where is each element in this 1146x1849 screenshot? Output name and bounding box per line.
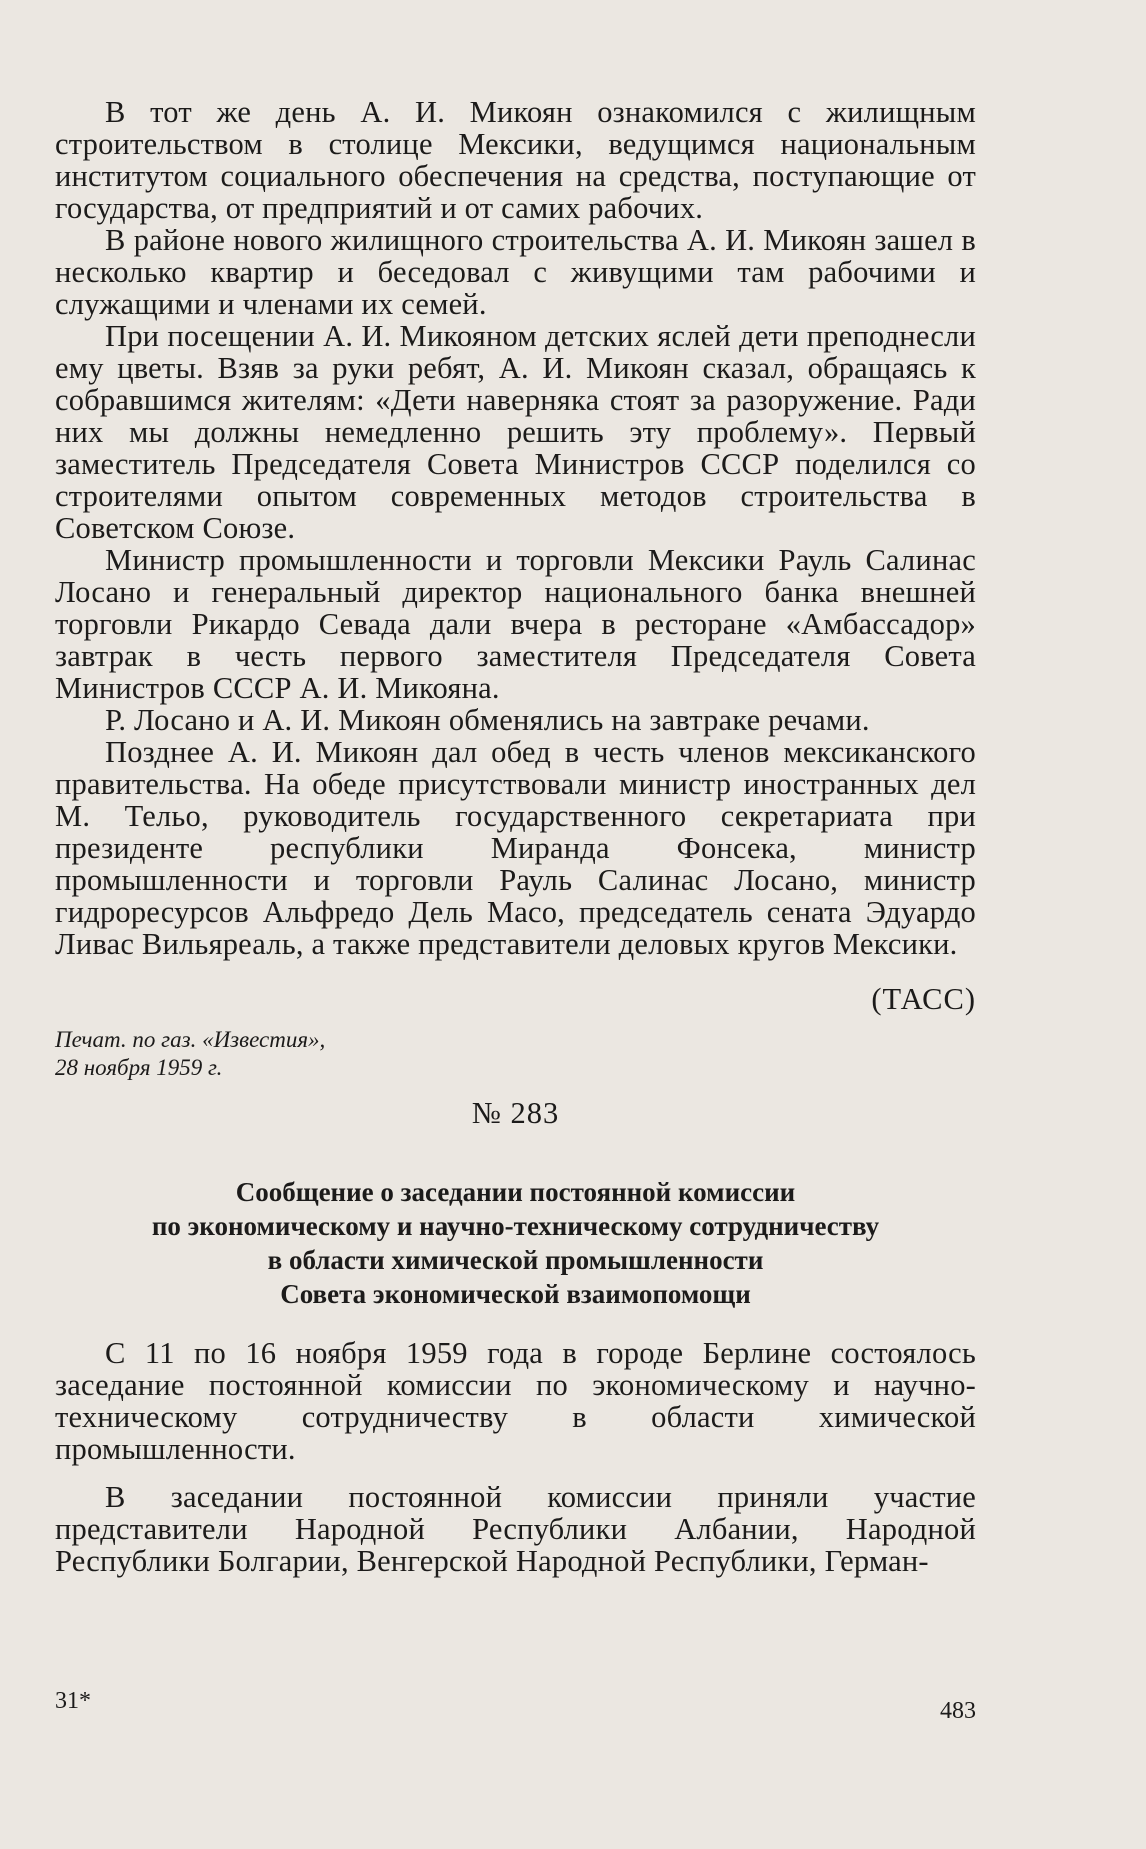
article-body-bottom (55, 1337, 976, 1577)
paragraph: При посещении А. И. Микояном детских яслей дети преподнесли ему цветы. Взяв за руки ребят, А. И. Микоян сказал, обращаясь к собравшимся жителям: «Дети наверняка стоят за разоружение. Ради них мы должны немедленно решить эту проблему». Первый заместитель Председателя Совета Министров СССР поделился со строителями опытом современных методов строительства в Советском Союзе. (55, 319, 976, 545)
agency-signature: (ТАСС) (871, 982, 976, 1016)
paragraph: В районе нового жилищного строительства А. И. Микоян зашел в несколько квартир и беседовал с живущими там рабочими и служащими и членами их семей. (55, 223, 976, 321)
title-line: по экономическому и научно-техническому сотрудничеству (151, 1211, 880, 1241)
paragraph: С 11 по 16 ноября 1959 года в городе Берлине состоялось заседание постоянной комиссии по экономическому и научно-техническому сотрудничеству в области химической промышленности. (55, 1336, 976, 1466)
title-line: в области химической промышленности (267, 1245, 764, 1275)
paragraph: Министр промышленности и торговли Мексики Рауль Салинас Лосано и генеральный директор национального банка внешней торговли Рикардо Севада дали вчера в ресторане «Амбассадор» завтрак в честь первого заместителя Председателя Совета Министров СССР А. И. Микояна. (55, 543, 976, 705)
paragraph: В заседании постоянной комиссии приняли участие представители Народной Республики Албании, Народной Республики Болгарии, Венгерской Народной Республики, Герман- (55, 1480, 976, 1578)
source-note-line: Печат. по газ. «Известия», (55, 1027, 326, 1052)
page-number: 483 (940, 1698, 976, 1724)
article-body-top (55, 96, 976, 960)
signature-mark: 31* (55, 1688, 91, 1714)
paragraph: В тот же день А. И. Микоян ознакомился с жилищным строительством в столице Мексики, ведущимся национальным институтом социального обеспечения на средства, поступающие от государства, от предприятий и от самих рабочих. (55, 95, 976, 225)
document-title (55, 1175, 976, 1311)
paragraph: Р. Лосано и А. И. Микоян обменялись на завтраке речами. (105, 703, 870, 737)
paragraph: Позднее А. И. Микоян дал обед в честь членов мексиканского правительства. На обеде присутствовали министр иностранных дел М. Тельо, руководитель государственного секретариата при президенте республики Миранда Фонсека, министр промышленности и торговли Рауль Салинас Лосано, министр гидроресурсов Альфредо Дель Масо, председатель сената Эдуардо Ливас Вильяреаль, а также представители деловых кругов Мексики. (55, 735, 976, 961)
title-line: Совета экономической взаимопомощи (280, 1279, 751, 1309)
title-line: Сообщение о заседании постоянной комиссии (235, 1177, 796, 1207)
document-number: № 283 (471, 1096, 560, 1130)
source-block (55, 982, 976, 1092)
source-note-line: 28 ноября 1959 г. (55, 1055, 223, 1080)
source-note (55, 1026, 325, 1082)
